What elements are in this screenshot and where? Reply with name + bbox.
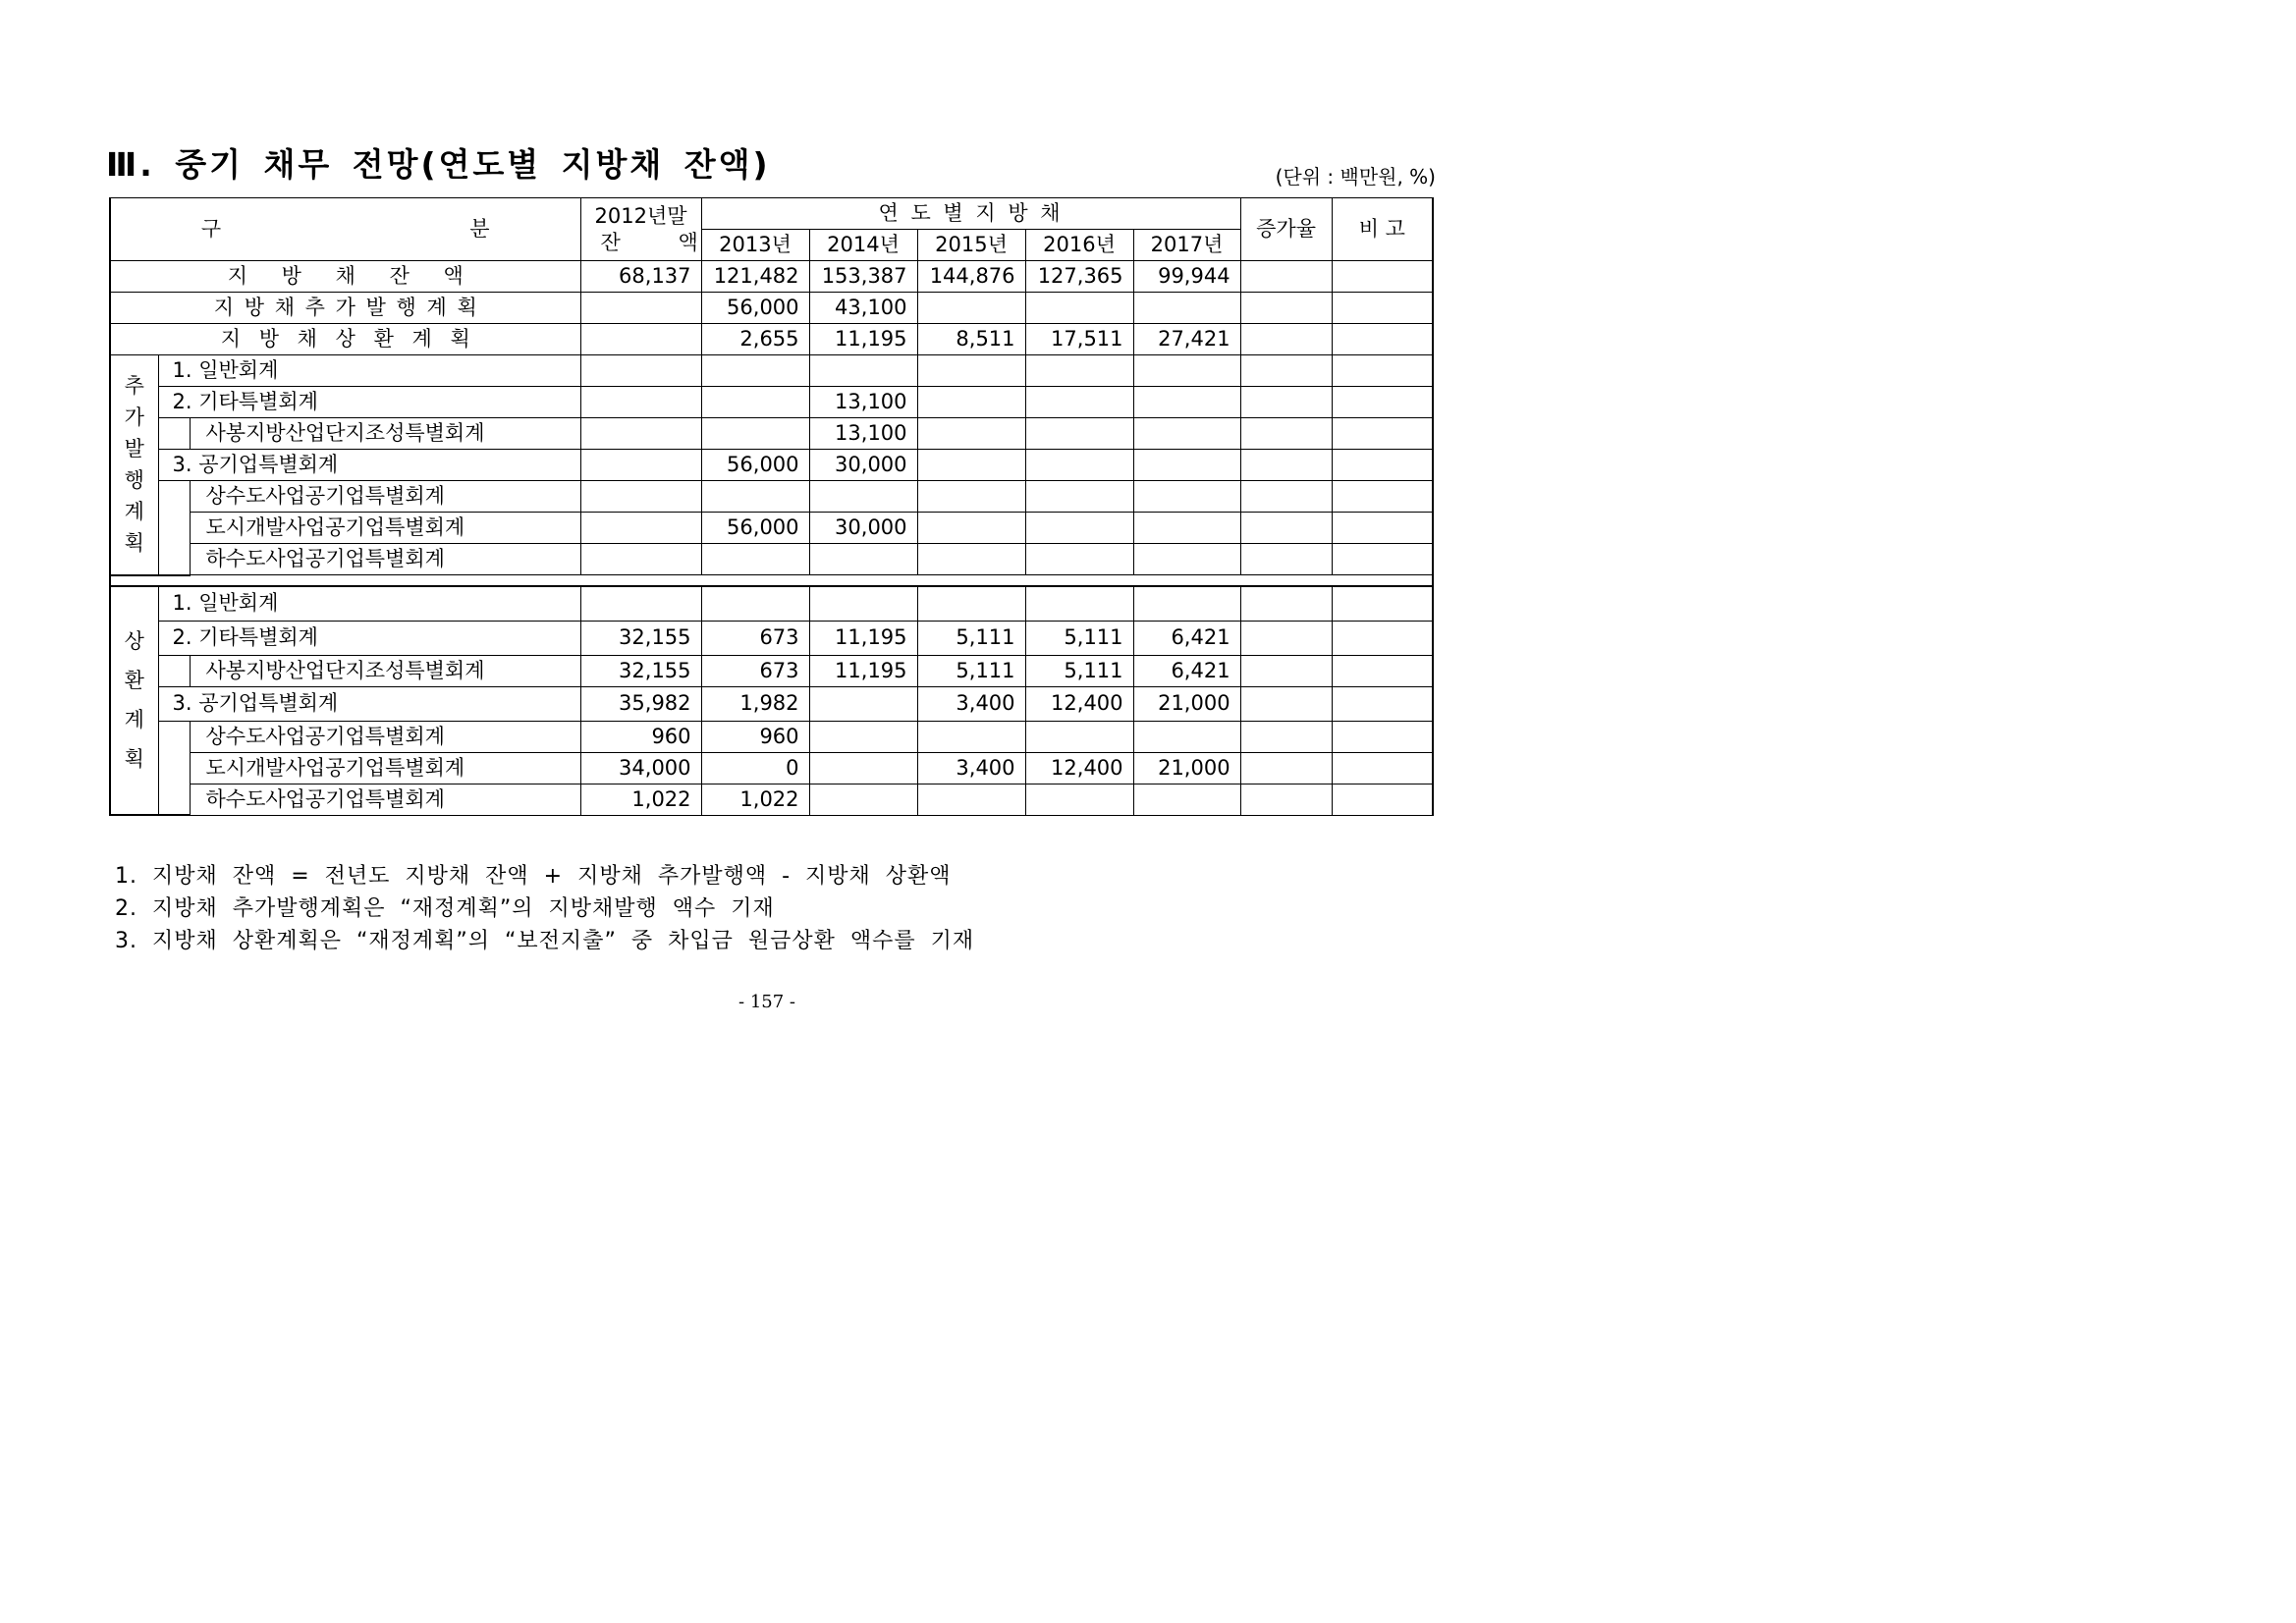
cell [701,387,809,418]
cell: 153,387 [809,261,917,293]
cell [1332,721,1433,752]
cell [1025,586,1133,622]
cell [1332,752,1433,784]
row-label: 3. 공기업특별회계 [158,450,580,481]
cell [580,293,701,324]
cell: 3,400 [917,686,1025,721]
cell [1025,784,1133,815]
cell [1332,450,1433,481]
cell [580,387,701,418]
summary-row-repayment [110,324,1433,355]
cell [809,544,917,575]
repayment-row [110,621,1433,655]
cell [1332,355,1433,387]
cell [580,544,701,575]
cell [1025,450,1133,481]
cell [580,355,701,387]
cell: 21,000 [1133,686,1240,721]
cell: 13,100 [809,418,917,450]
debt-outlook-table [109,197,1434,816]
cell: 5,111 [1025,621,1133,655]
row-label: 도시개발사업공기업특별회계 [190,513,580,544]
cell [1240,481,1332,513]
issuance-row [110,387,1433,418]
cell: 673 [701,655,809,686]
unit-label: (단위 : 백만원, %) [1275,165,1436,189]
cell [580,586,701,622]
cell [1240,293,1332,324]
cell: 0 [701,752,809,784]
cell [917,721,1025,752]
cell: 32,155 [580,621,701,655]
indent-cell [158,721,190,815]
cell: 1,022 [580,784,701,815]
cell [917,387,1025,418]
issuance-row [110,544,1433,575]
repayment-row [110,586,1433,622]
cell: 11,195 [809,655,917,686]
indent-cell [158,481,190,575]
repayment-row [110,752,1433,784]
cell: 11,195 [809,621,917,655]
cell [1332,655,1433,686]
row-label: 2. 기타특별회계 [158,621,580,655]
cell: 30,000 [809,513,917,544]
cell [1133,481,1240,513]
cell [1332,387,1433,418]
cell: 960 [580,721,701,752]
cell: 121,482 [701,261,809,293]
header-gubun: 구 분 [110,198,580,261]
cell [809,784,917,815]
cell [1332,621,1433,655]
cell [1025,387,1133,418]
header-year-2017: 2017년 [1133,230,1240,261]
cell [1133,784,1240,815]
cell [701,586,809,622]
cell: 56,000 [701,293,809,324]
footnote: 3. 지방채 상환계획은 “재정계획”의 “보전지출” 중 차입금 원금상환 액수를 기재 [115,929,975,953]
cell [1025,513,1133,544]
repayment-row [110,784,1433,815]
cell [1133,418,1240,450]
cell [917,418,1025,450]
cell [701,418,809,450]
row-label: 1. 일반회계 [158,355,580,387]
row-label: 상수도사업공기업특별회계 [190,481,580,513]
cell [1133,544,1240,575]
cell [580,481,701,513]
issuance-row [110,481,1433,513]
cell [1025,418,1133,450]
cell [1332,686,1433,721]
cell [1240,387,1332,418]
cell: 5,111 [917,655,1025,686]
cell [917,544,1025,575]
cell [1133,721,1240,752]
cell: 13,100 [809,387,917,418]
row-label: 상수도사업공기업특별회계 [190,721,580,752]
cell: 673 [701,621,809,655]
header-year-2013: 2013년 [701,230,809,261]
cell [1332,481,1433,513]
cell [1240,655,1332,686]
cell [917,784,1025,815]
cell: 11,195 [809,324,917,355]
cell [809,686,917,721]
cell [1133,513,1240,544]
row-label: 2. 기타특별회계 [158,387,580,418]
cell [917,586,1025,622]
cell [809,721,917,752]
issuance-row [110,418,1433,450]
table-header-row-1 [110,198,1433,230]
cell [1240,450,1332,481]
cell: 5,111 [917,621,1025,655]
row-label: 1. 일반회계 [158,586,580,622]
cell: 12,400 [1025,686,1133,721]
row-label: 하수도사업공기업특별회계 [190,544,580,575]
header-yearly-group: 연 도 별 지 방 채 [701,198,1240,230]
row-label: 도시개발사업공기업특별회계 [190,752,580,784]
cell [809,355,917,387]
cell: 5,111 [1025,655,1133,686]
cell: 1,022 [701,784,809,815]
cell [1240,686,1332,721]
cell: 12,400 [1025,752,1133,784]
repayment-side-label: 상 환 계 획 [110,586,158,816]
cell: 2,655 [701,324,809,355]
cell [580,418,701,450]
summary-label: 지 방 채 상 환 계 획 [110,324,580,355]
cell [809,481,917,513]
header-year-2014: 2014년 [809,230,917,261]
cell [1240,784,1332,815]
cell [1025,481,1133,513]
cell [1332,293,1433,324]
footnote: 1. 지방채 잔액 = 전년도 지방채 잔액 + 지방채 추가발행액 - 지방채 상환액 [115,864,952,889]
header-growth-rate: 증가율 [1240,198,1332,261]
row-label: 하수도사업공기업특별회계 [190,784,580,815]
footnote: 2. 지방채 추가발행계획은 “재정계획”의 지방채발행 액수 기재 [115,896,775,921]
cell [1240,621,1332,655]
cell: 43,100 [809,293,917,324]
cell: 56,000 [701,450,809,481]
issuance-row [110,450,1433,481]
cell: 35,982 [580,686,701,721]
cell [1025,355,1133,387]
indent-cell [158,655,190,686]
cell [701,355,809,387]
cell: 30,000 [809,450,917,481]
cell [1240,324,1332,355]
cell [1240,752,1332,784]
cell [1332,324,1433,355]
issuance-row [110,513,1433,544]
issuance-row [110,355,1433,387]
cell [917,293,1025,324]
cell: 1,982 [701,686,809,721]
cell [917,355,1025,387]
cell [809,586,917,622]
cell [1025,544,1133,575]
cell [1332,784,1433,815]
cell [1240,261,1332,293]
summary-label: 지 방 채 잔 액 [110,261,580,293]
cell: 8,511 [917,324,1025,355]
indent-cell [158,418,190,450]
cell [1240,513,1332,544]
summary-row-issuance [110,293,1433,324]
cell [1240,586,1332,622]
row-label: 사봉지방산업단지조성특별회계 [190,655,580,686]
cell [1332,261,1433,293]
summary-row-balance [110,261,1433,293]
cell: 3,400 [917,752,1025,784]
cell: 56,000 [701,513,809,544]
row-label: 사봉지방산업단지조성특별회계 [190,418,580,450]
cell: 6,421 [1133,655,1240,686]
cell: 21,000 [1133,752,1240,784]
cell: 99,944 [1133,261,1240,293]
cell [701,544,809,575]
cell: 960 [701,721,809,752]
cell: 34,000 [580,752,701,784]
section-separator [110,575,1433,586]
cell [917,450,1025,481]
cell [1332,418,1433,450]
footnotes [115,860,974,957]
cell [809,752,917,784]
cell [1332,544,1433,575]
header-year-2016: 2016년 [1025,230,1133,261]
cell [580,450,701,481]
repayment-row [110,686,1433,721]
cell: 32,155 [580,655,701,686]
page-title: Ⅲ. 중기 채무 전망(연도별 지방채 잔액) [106,145,771,184]
cell [1240,418,1332,450]
cell: 144,876 [917,261,1025,293]
cell [1240,721,1332,752]
cell: 127,365 [1025,261,1133,293]
issuance-side-label: 추 가 발 행 계 획 [110,355,158,575]
cell [1025,721,1133,752]
header-balance-2012: 2012년말 잔 액 [580,198,701,261]
row-label: 3. 공기업특별회계 [158,686,580,721]
cell [580,513,701,544]
cell [1133,355,1240,387]
cell [1133,387,1240,418]
cell [1025,293,1133,324]
cell: 68,137 [580,261,701,293]
cell [1133,450,1240,481]
cell: 17,511 [1025,324,1133,355]
cell [1133,586,1240,622]
cell [917,481,1025,513]
cell [917,513,1025,544]
header-year-2015: 2015년 [917,230,1025,261]
repayment-row [110,655,1433,686]
cell [1332,513,1433,544]
header-remarks: 비 고 [1332,198,1433,261]
cell [1332,586,1433,622]
page-number: - 157 - [738,992,795,1012]
summary-label: 지 방 채 추 가 발 행 계 획 [110,293,580,324]
cell: 27,421 [1133,324,1240,355]
cell [1240,544,1332,575]
cell [580,324,701,355]
cell [1133,293,1240,324]
cell [1240,355,1332,387]
cell: 6,421 [1133,621,1240,655]
cell [701,481,809,513]
repayment-row [110,721,1433,752]
